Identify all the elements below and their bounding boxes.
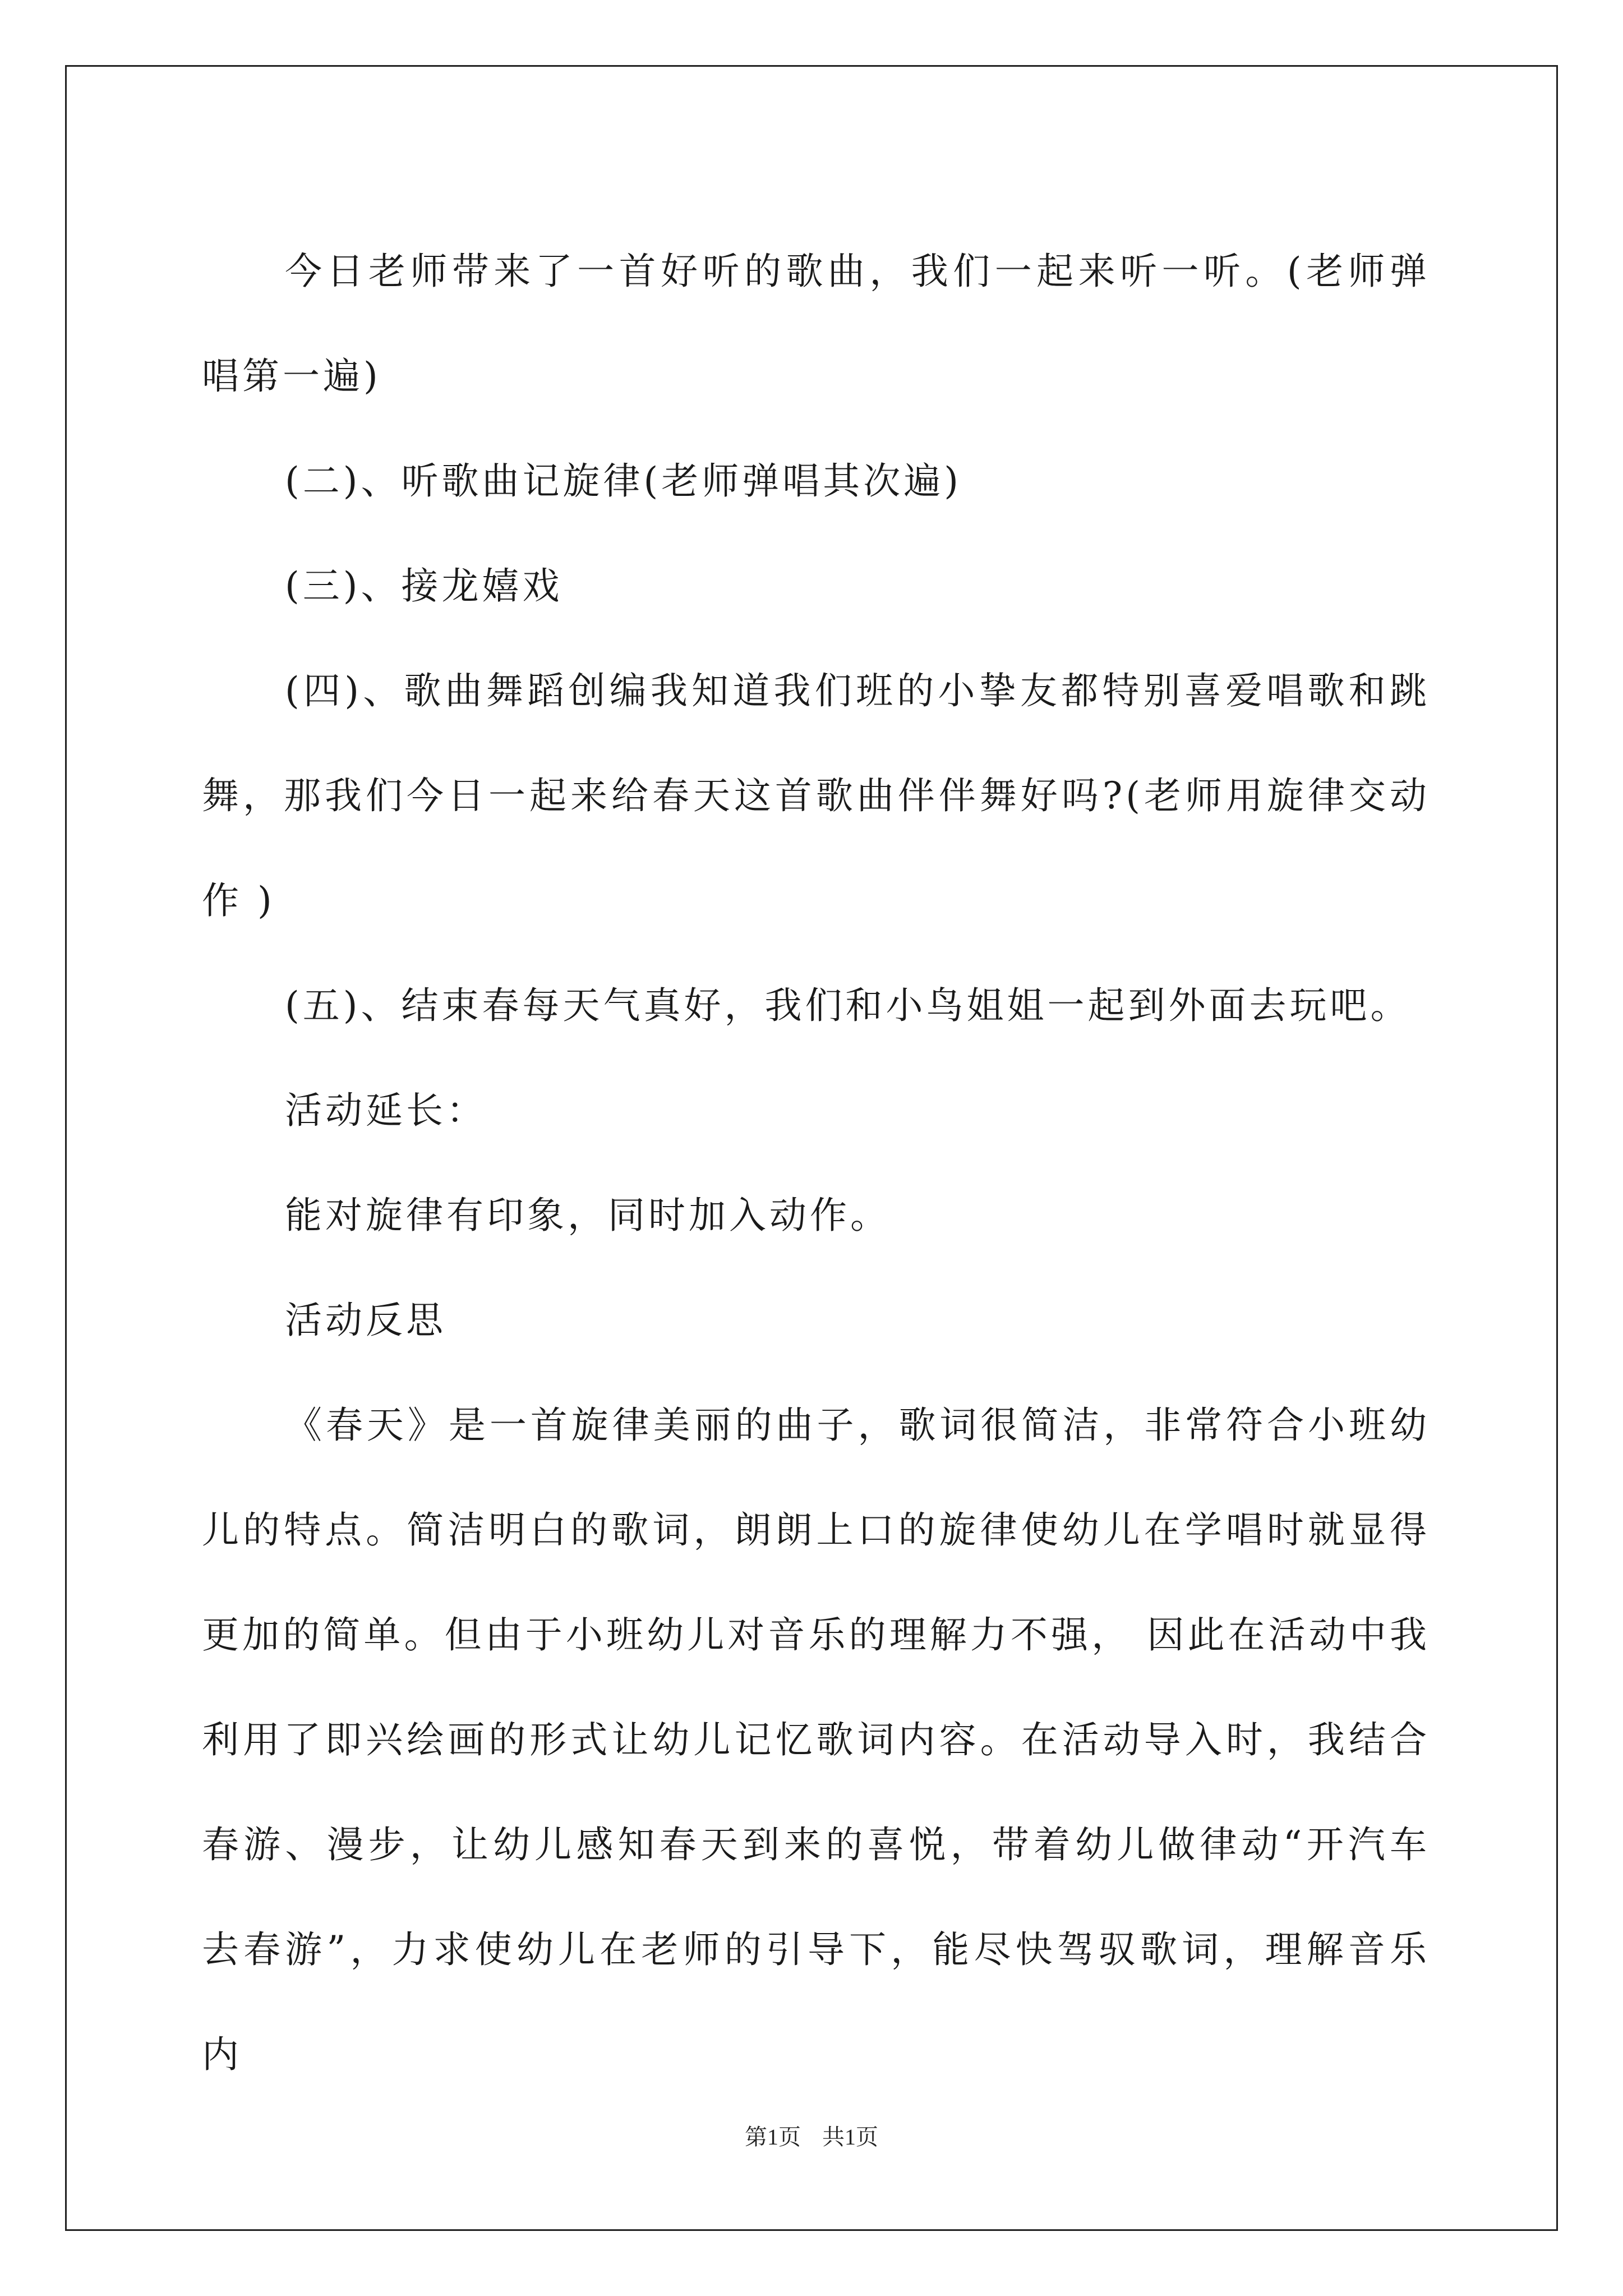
page-number-total: 共1页 <box>822 2124 878 2150</box>
paragraph-3: (三)、接龙嬉戏 <box>285 564 563 608</box>
section-heading-extension: 活动延长： <box>285 1089 487 1132</box>
paragraph-7: 能对旋律有印象，同时加入动作。 <box>285 1194 891 1237</box>
paragraph-5: (五)、结束春每天气真好，我们和小鸟姐姐一起到外面去玩吧。 <box>285 984 1411 1027</box>
paragraph-9: 《春天》是一首旋律美丽的曲子，歌词很简洁，非常符合小班幼儿的特点。简洁明白的歌词，朗朗上口的旋律使幼儿在学唱时就显得更加的简单。但由于小班幼儿对音乐的理解力不强， 因此在活动中我利用了即兴绘画的形式让幼儿记忆歌词内容。在活动导入时，我结合春游、漫步，让幼儿感知春天到来的喜悦，带着幼儿做律动“开汽车去春游”，力求使幼儿在老师的引导下，能尽快驾驭歌词，理解音乐内 <box>202 1404 1430 2076</box>
section-heading-reflection: 活动反思 <box>285 1299 446 1342</box>
paragraph-4: (四)、歌曲舞蹈创编我知道我们班的小挚友都特别喜爱唱歌和跳舞，那我们今日一起来给春天这首歌曲伴伴舞好吗?(老师用旋律交动作 ) <box>202 669 1430 922</box>
page-footer <box>0 2119 1623 2151</box>
document-body <box>202 219 1430 2107</box>
page-number-current: 第1页 <box>745 2124 801 2150</box>
paragraph-2: (二)、听歌曲记旋律(老师弹唱其次遍) <box>285 459 962 503</box>
paragraph-1: 今日老师带来了一首好听的歌曲，我们一起来听一听。(老师弹唱第一遍) <box>202 250 1430 398</box>
